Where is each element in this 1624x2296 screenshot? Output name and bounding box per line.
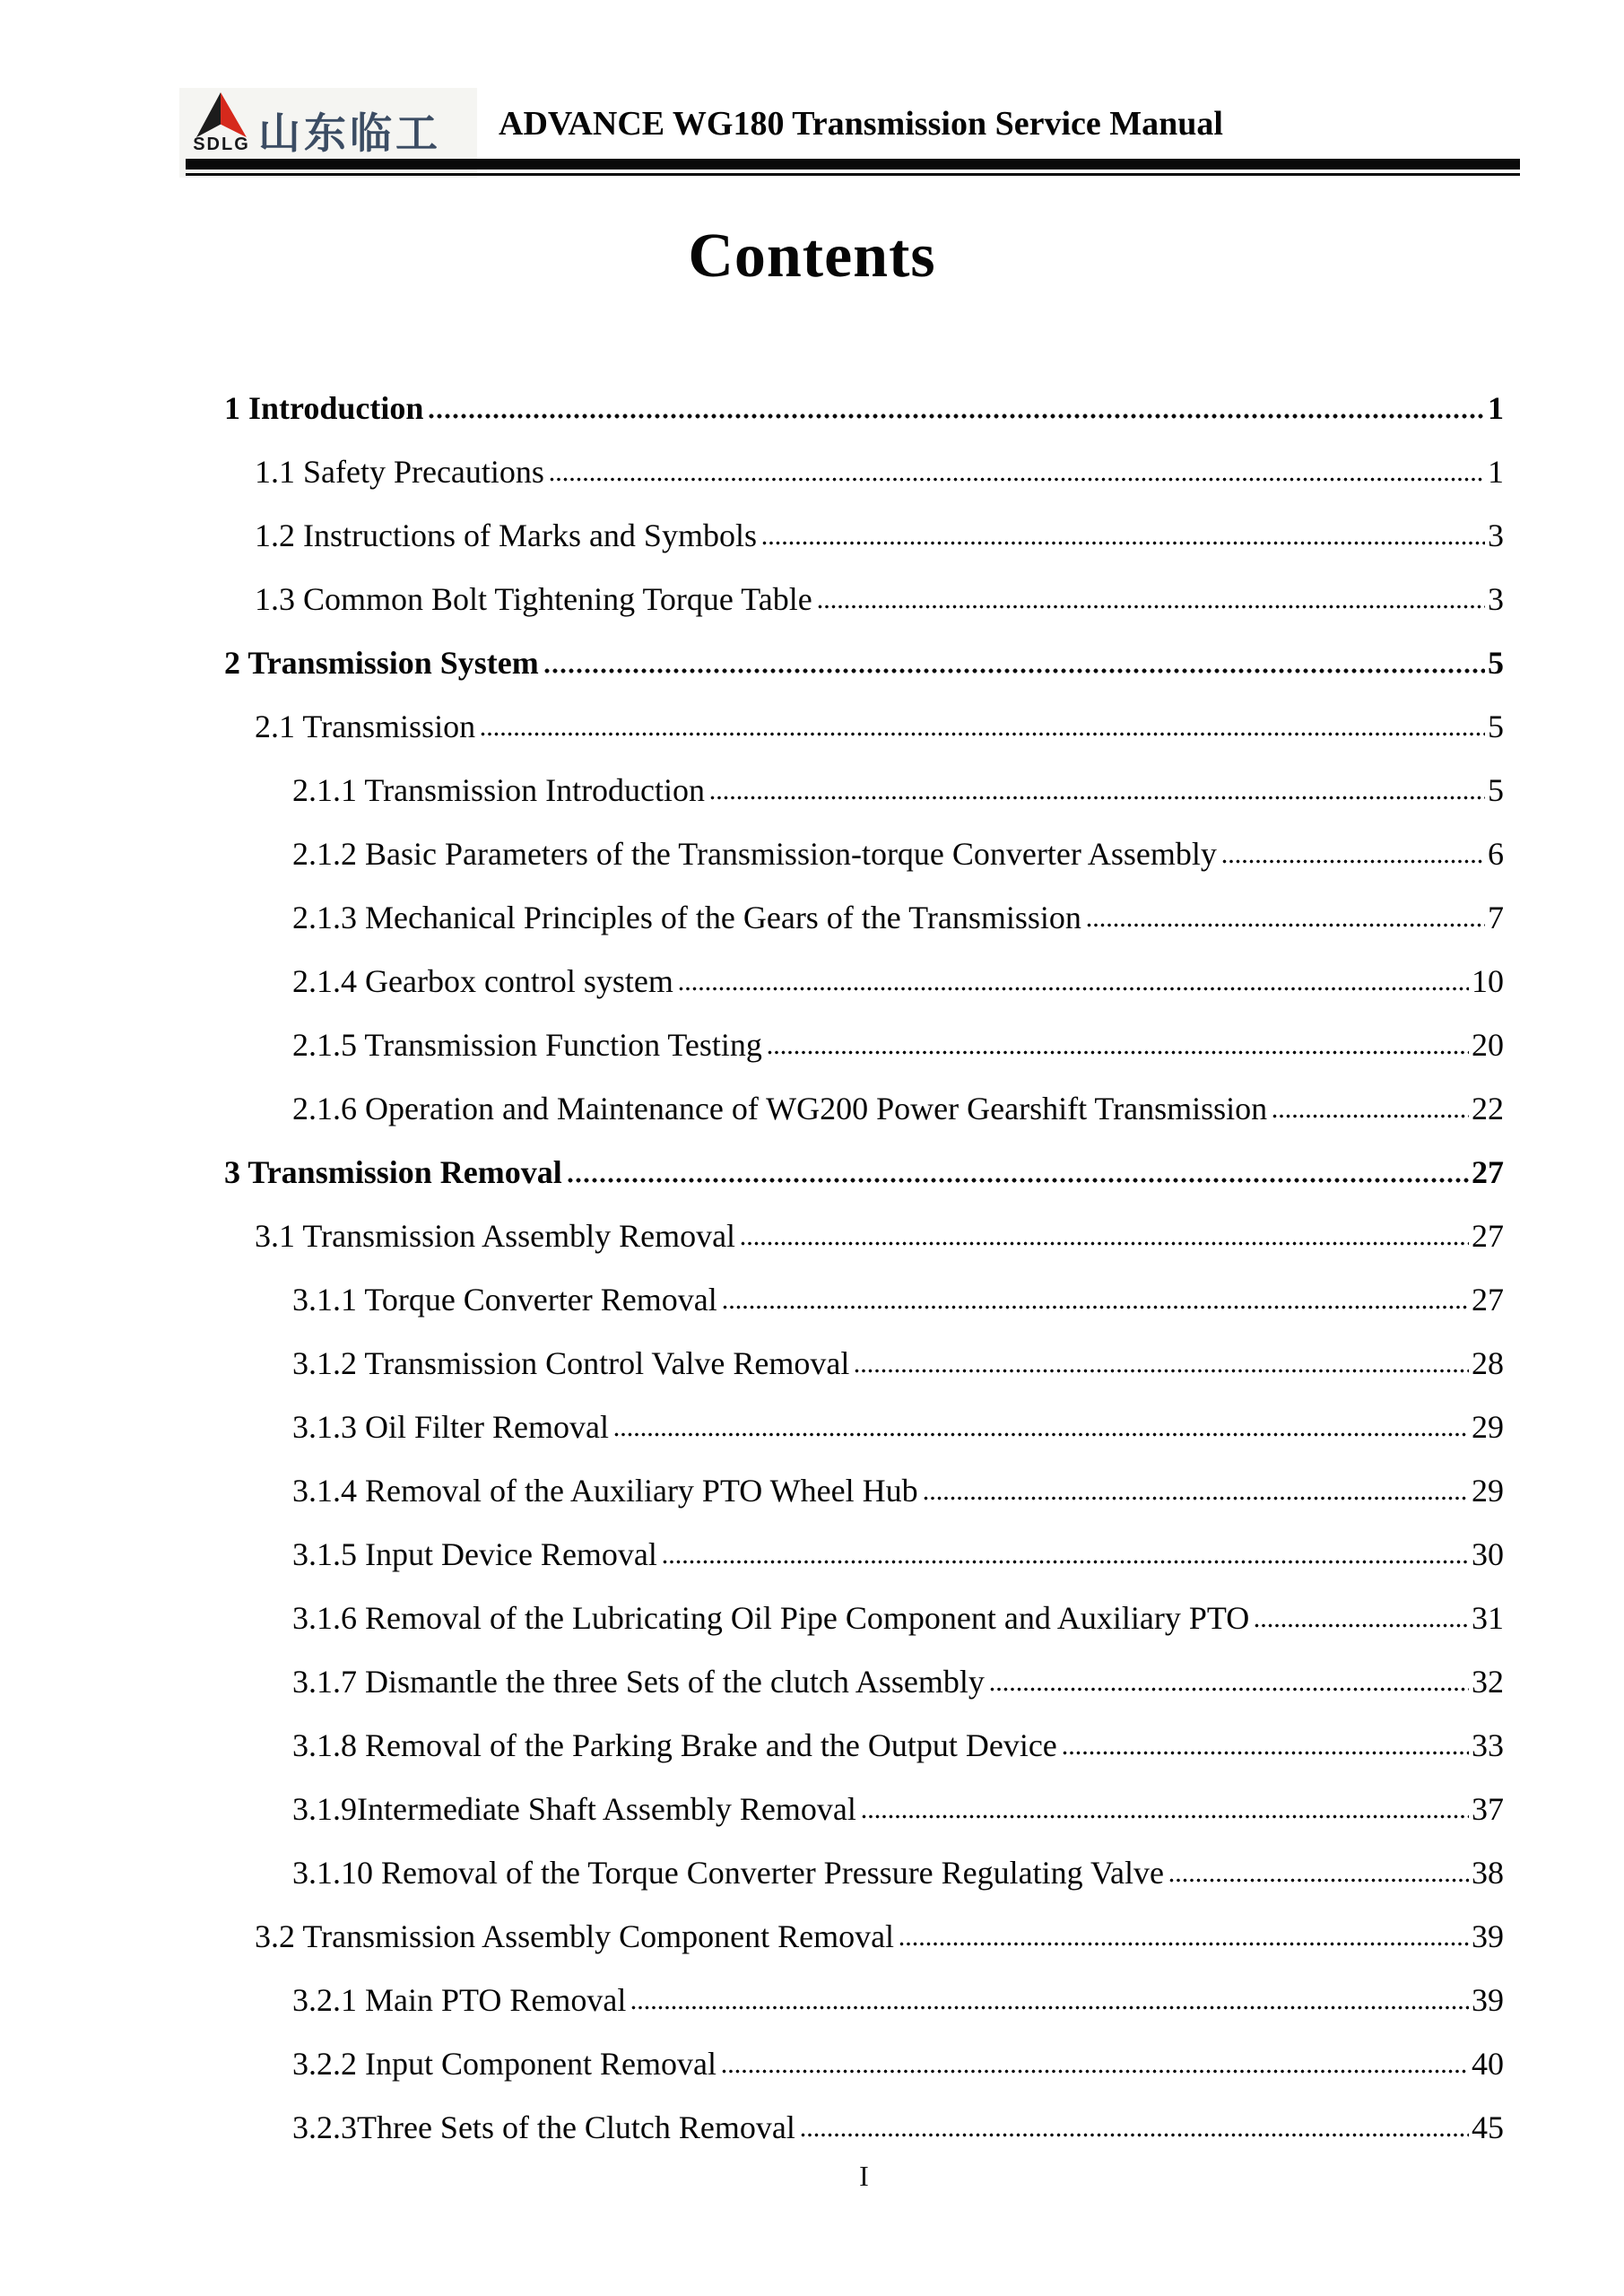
toc-entry[interactable] [224,965,1504,997]
toc-entry[interactable] [224,901,1504,934]
toc-leader-dots [801,2133,1469,2137]
toc-entry[interactable] [224,1984,1504,2016]
toc-entry-label: 2.1.5 Transmission Function Testing [292,1027,762,1063]
toc-leader-dots [550,477,1485,482]
toc-entry-label: 3.1.10 Removal of the Torque Converter Pressure Regulating Valve [292,1855,1164,1891]
toc-leader-dots [429,413,1485,419]
toc-entry[interactable] [224,1029,1504,1061]
toc-entry-label: 3.1.7 Dismantle the three Sets of the clutch Assembly [292,1664,985,1700]
toc-entry[interactable] [224,1347,1504,1379]
toc-entry[interactable] [224,1920,1504,1952]
toc-entry-page: 27 [1472,1218,1504,1254]
toc-entry-page: 3 [1488,581,1504,617]
toc-leader-dots [723,1305,1469,1309]
toc-entry-label: 3.1.6 Removal of the Lubricating Oil Pipe Component and Auxiliary PTO [292,1600,1250,1636]
toc-entry[interactable] [224,1411,1504,1443]
toc-entry-page: 31 [1472,1600,1504,1636]
sdlg-triangle-icon [192,91,251,155]
footer-page-number: I [859,2160,869,2192]
toc-entry-page: 1 [1488,454,1504,490]
toc-leader-dots [568,1178,1469,1183]
toc-entry[interactable] [224,838,1504,870]
toc-leader-dots [663,1560,1469,1564]
toc-leader-dots [862,1814,1469,1819]
toc-entry-label: 2.1.6 Operation and Maintenance of WG200 Power Gearshift Transmission [292,1091,1268,1126]
toc-entry-page: 27 [1472,1154,1504,1190]
page-title: Contents [688,222,936,291]
toc-entry-page: 33 [1472,1727,1504,1763]
toc-entry-page: 3 [1488,517,1504,553]
toc-entry[interactable] [224,1793,1504,1825]
toc-leader-dots [855,1369,1469,1373]
toc-entry-page: 40 [1472,2046,1504,2082]
toc-entry-page: 37 [1472,1791,1504,1827]
sdlg-logo-acronym: SDLG [193,135,250,154]
toc-leader-dots [1272,1114,1469,1118]
toc-entry-label: 2 Transmission System [224,645,539,681]
toc-entry-label: 3.1.4 Removal of the Auxiliary PTO Wheel Hub [292,1473,918,1509]
toc-leader-dots [544,668,1485,674]
header-rule-thin [186,173,1520,176]
toc-entry-page: 39 [1472,1982,1504,2018]
toc-entry[interactable] [224,1283,1504,1316]
toc-entry-label: 2.1.3 Mechanical Principles of the Gears of the Transmission [292,900,1081,935]
toc-leader-dots [990,1687,1469,1692]
toc-leader-dots [631,2005,1469,2010]
toc-entry[interactable] [224,774,1504,806]
toc-entry-label: 1.2 Instructions of Marks and Symbols [255,517,757,553]
toc-entry[interactable] [224,2111,1504,2144]
toc-entry-page: 27 [1472,1282,1504,1318]
toc-leader-dots [762,541,1485,545]
toc-entry[interactable] [224,456,1504,488]
toc-entry-label: 3.1.2 Transmission Control Valve Removal [292,1345,850,1381]
toc-entry-page: 5 [1488,709,1504,744]
toc-entry-label: 3.2.1 Main PTO Removal [292,1982,627,2018]
toc-entry-label: 2.1 Transmission [255,709,476,744]
toc-entry-page: 32 [1472,1664,1504,1700]
toc-leader-dots [722,2069,1469,2074]
toc-entry-label: 3.2.3Three Sets of the Clutch Removal [292,2109,795,2145]
toc-entry-label: 3.1.5 Input Device Removal [292,1536,657,1572]
toc-entry-page: 30 [1472,1536,1504,1572]
toc-leader-dots [1169,1878,1469,1883]
toc-entry-page: 29 [1472,1473,1504,1509]
toc-entry-label: 2.1.4 Gearbox control system [292,963,673,999]
toc-entry-label: 3.1.1 Torque Converter Removal [292,1282,717,1318]
toc-entry-page: 6 [1488,836,1504,872]
toc-leader-dots [899,1942,1469,1946]
toc-entry-page: 29 [1472,1409,1504,1445]
toc-entry[interactable] [224,1538,1504,1570]
toc-entry-label: 1 Introduction [224,390,424,426]
toc-leader-dots [1063,1751,1469,1755]
toc-entry-label: 2.1.2 Basic Parameters of the Transmission-torque Converter Assembly [292,836,1217,872]
toc-entry-label: 1.1 Safety Precautions [255,454,544,490]
toc-leader-dots [1222,859,1485,864]
toc-entry-page: 39 [1472,1918,1504,1954]
sdlg-logo-chinese-text: 山东临工 [258,109,441,157]
toc-entry[interactable] [224,583,1504,615]
toc-entry-label: 3.1 Transmission Assembly Removal [255,1218,736,1254]
toc-entry-page: 5 [1488,645,1504,681]
toc-entry[interactable] [224,2048,1504,2080]
toc-entry-label: 3.1.8 Removal of the Parking Brake and the Output Device [292,1727,1057,1763]
toc-entry[interactable] [224,392,1504,424]
toc-entry-label: 3.1.3 Oil Filter Removal [292,1409,609,1445]
toc-list [224,392,1504,2175]
toc-entry[interactable] [224,1474,1504,1507]
toc-entry[interactable] [224,1729,1504,1761]
toc-entry[interactable] [224,1665,1504,1698]
toc-entry[interactable] [224,1156,1504,1188]
toc-entry-page: 20 [1472,1027,1504,1063]
toc-leader-dots [710,796,1485,800]
toc-entry[interactable] [224,710,1504,743]
toc-entry-page: 22 [1472,1091,1504,1126]
toc-leader-dots [1255,1623,1469,1628]
toc-leader-dots [481,732,1485,736]
toc-leader-dots [614,1432,1469,1437]
toc-entry-page: 1 [1488,390,1504,426]
toc-entry-label: 1.3 Common Bolt Tightening Torque Table [255,581,812,617]
toc-leader-dots [741,1241,1469,1246]
toc-leader-dots [679,987,1469,991]
toc-entry[interactable] [224,1602,1504,1634]
toc-entry-page: 10 [1472,963,1504,999]
toc-entry-page: 45 [1472,2109,1504,2145]
toc-entry-page: 38 [1472,1855,1504,1891]
toc-entry-label: 3 Transmission Removal [224,1154,562,1190]
header-rule-thick [186,159,1520,170]
toc-entry[interactable] [224,519,1504,552]
toc-entry-label: 3.2.2 Input Component Removal [292,2046,716,2082]
toc-entry[interactable] [224,1857,1504,1889]
toc-entry-label: 3.1.9Intermediate Shaft Assembly Removal [292,1791,856,1827]
toc-leader-dots [924,1496,1469,1500]
toc-entry-label: 3.2 Transmission Assembly Component Removal [255,1918,895,1954]
toc-leader-dots [768,1050,1469,1055]
toc-leader-dots [818,604,1485,609]
toc-entry-page: 5 [1488,772,1504,808]
manual-title: ADVANCE WG180 Transmission Service Manual [499,105,1223,143]
toc-entry[interactable] [224,647,1504,679]
toc-entry-page: 28 [1472,1345,1504,1381]
toc-entry-label: 2.1.1 Transmission Introduction [292,772,706,808]
toc-leader-dots [1087,923,1485,927]
toc-entry[interactable] [224,1220,1504,1252]
toc-entry-page: 7 [1488,900,1504,935]
toc-entry[interactable] [224,1092,1504,1125]
